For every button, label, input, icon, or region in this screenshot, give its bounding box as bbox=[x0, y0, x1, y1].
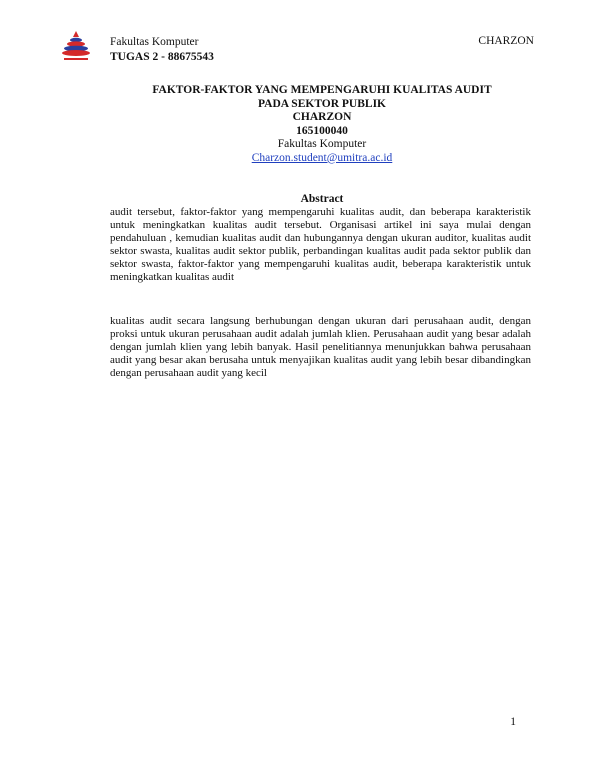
header-author: CHARZON bbox=[478, 35, 534, 47]
paper-title-line-1: FAKTOR-FAKTOR YANG MEMPENGARUHI KUALITAS AUDIT bbox=[152, 84, 492, 96]
author-email-link[interactable]: Charzon.student@umitra.ac.id bbox=[251, 151, 393, 164]
header-assignment: TUGAS 2 - 88675543 bbox=[110, 51, 214, 63]
university-logo bbox=[58, 29, 94, 63]
author-faculty: Fakultas Komputer bbox=[277, 138, 367, 150]
page-header-left bbox=[110, 35, 214, 65]
abstract-heading: Abstract bbox=[300, 193, 344, 205]
abstract-paragraph-1: audit tersebut, faktor-faktor yang mempengaruhi kualitas audit, dan beberapa karakteristik untuk meningkatkan kualitas audit tersebut. Organisasi artikel ini saya mulai dengan pendahuluan , kemudian kualitas audit dan hubungannya dengan ukuran auditor, kualitas audit sektor swasta, kualitas audit sektor publik, perbandingan kualitas audit pada sektor publik dan sektor swasta, faktor-faktor yang mempengaruhi kualitas audit, beberapa karakteristik untuk meningkatkan kualitas audit bbox=[110, 206, 531, 283]
page-number: 1 bbox=[510, 716, 516, 728]
title-block bbox=[110, 84, 534, 165]
abstract-paragraph-2: kualitas audit secara langsung berhubungan dengan ukuran dari perusahaan audit, dengan proksi untuk ukuran perusahaan audit adalah jumlah klien. Perusahaan audit yang besar adalah dengan jumlah klien yang lebih banyak. Hasil penelitiannya menunjukkan bahwa perusahaan audit yang besar akan berusaha untuk menyajikan kualitas audit yang lebih besar dibandingkan dengan perusahaan audit yang kecil bbox=[110, 315, 531, 379]
paper-title-line-2: PADA SEKTOR PUBLIK bbox=[257, 97, 387, 110]
author-name: CHARZON bbox=[292, 111, 352, 123]
header-faculty: Fakultas Komputer bbox=[110, 36, 199, 48]
student-id: 165100040 bbox=[296, 124, 348, 137]
